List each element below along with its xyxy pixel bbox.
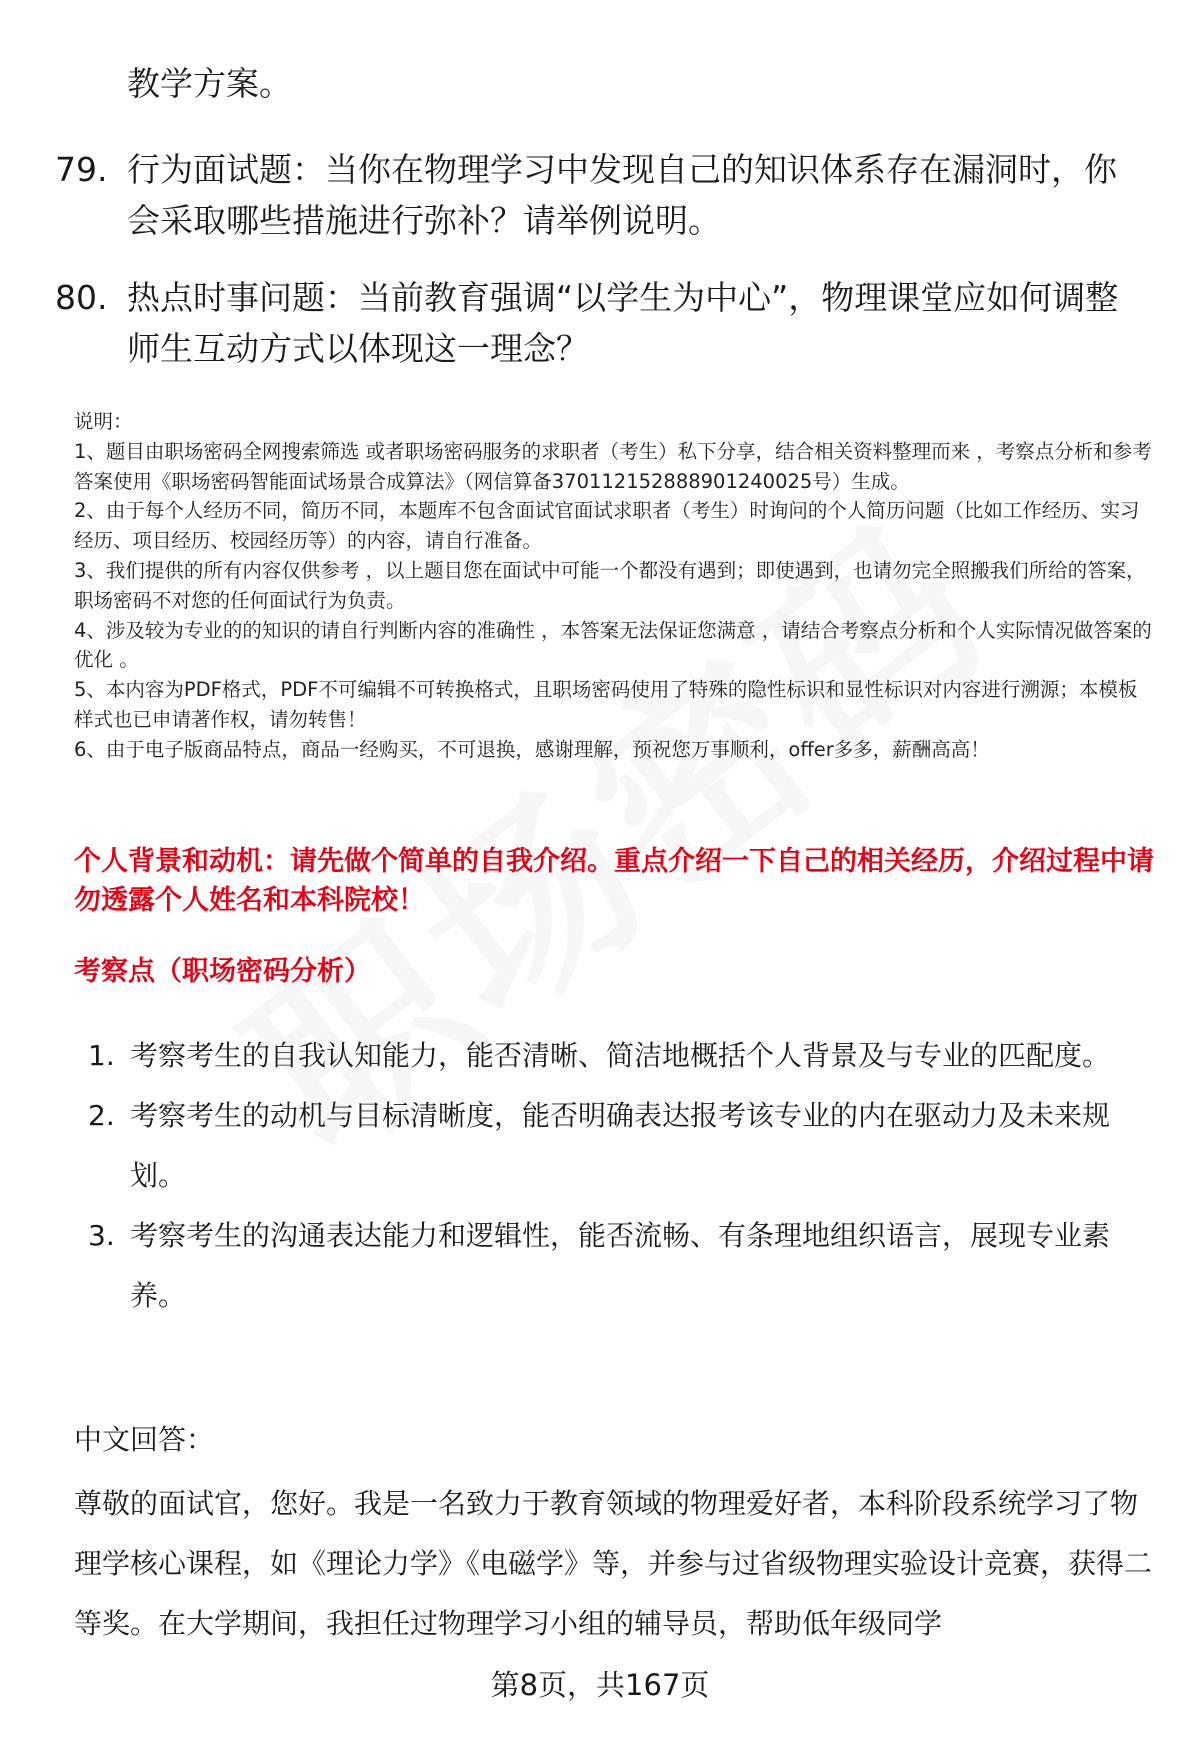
analysis-list [74,1026,1154,1326]
interview-prompt: 个人背景和动机：请先做个简单的自我介绍。重点介绍一下自己的相关经历，介绍过程中请勿透露个人姓名和本科院校！ [74,846,1154,916]
question-79 [55,144,1145,246]
analysis-point-number: 3. [88,1219,115,1252]
analysis-point [74,1206,1154,1326]
notes-title: 说明： [74,410,133,433]
note-item: 4、涉及较为专业的的知识的请自行判断内容的准确性 ，本答案无法保证您满意 ，请结合考察点分析和个人实际情况做答案的优化 。 [74,618,1152,672]
analysis-point [74,1026,1154,1086]
answer-text: 尊敬的面试官，您好。我是一名致力于教育领域的物理爱好者，本科阶段系统学习了物理学核心课程，如《理论力学》《电磁学》等，并参与过省级物理实验设计竞赛，获得二等奖。在大学期间，我担任过物理学习小组的辅导员，帮助低年级同学 [74,1487,1153,1640]
answer-label: 中文回答： [74,1423,215,1456]
page-footer: 第8页，共167页 [490,1668,710,1702]
notes-section [74,407,1154,765]
analysis-point-number: 1. [88,1039,115,1072]
analysis-point-text: 考察考生的沟通表达能力和逻辑性，能否流畅、有条理地组织语言，展现专业素养。 [130,1219,1111,1312]
question-number: 79. [55,150,108,189]
analysis-point-number: 2. [88,1099,115,1132]
question-80 [55,272,1145,374]
analysis-title: 考察点（职场密码分析） [74,956,371,987]
previous-question-tail: 教学方案。 [127,64,292,103]
question-text: 行为面试题：当你在物理学习中发现自己的知识体系存在漏洞时，你会采取哪些措施进行弥补？请举例说明。 [127,150,1117,240]
note-item: 2、由于每个人经历不同，简历不同，本题库不包含面试官面试求职者（考生）时询问的个人简历问题（比如工作经历、实习经历、项目经历、校园经历等）的内容，请自行准备。 [74,499,1140,553]
question-number: 80. [55,278,108,317]
question-text: 热点时事问题：当前教育强调“以学生为中心”，物理课堂应如何调整师生互动方式以体现这一理念？ [127,278,1119,368]
analysis-point [74,1086,1154,1206]
note-item: 6、由于电子版商品特点，商品一经购买，不可退换，感谢理解，预祝您万事顺利，offer多多，薪酬高高！ [74,737,990,761]
analysis-point-text: 考察考生的动机与目标清晰度，能否明确表达报考该专业的内在驱动力及未来规划。 [130,1099,1111,1192]
note-item: 3、我们提供的所有内容仅供参考 ，以上题目您在面试中可能一个都没有遇到；即使遇到，也请勿完全照搬我们所给的答案，职场密码不对您的任何面试行为负责。 [74,558,1146,612]
note-item: 1、题目由职场密码全网搜索筛选 或者职场密码服务的求职者（考生）私下分享，结合相关资料整理而来 ，考察点分析和参考答案使用《职场密码智能面试场景合成算法》（网信算备370112152888901240025号）生成。 [74,439,1152,493]
note-item: 5、本内容为PDF格式，PDF不可编辑不可转换格式，且职场密码使用了特殊的隐性标识和显性标识对内容进行溯源；本模板样式也已申请著作权，请勿转售！ [74,678,1138,731]
analysis-point-text: 考察考生的自我认知能力，能否清晰、简洁地概括个人背景及与专业的匹配度。 [130,1039,1111,1072]
